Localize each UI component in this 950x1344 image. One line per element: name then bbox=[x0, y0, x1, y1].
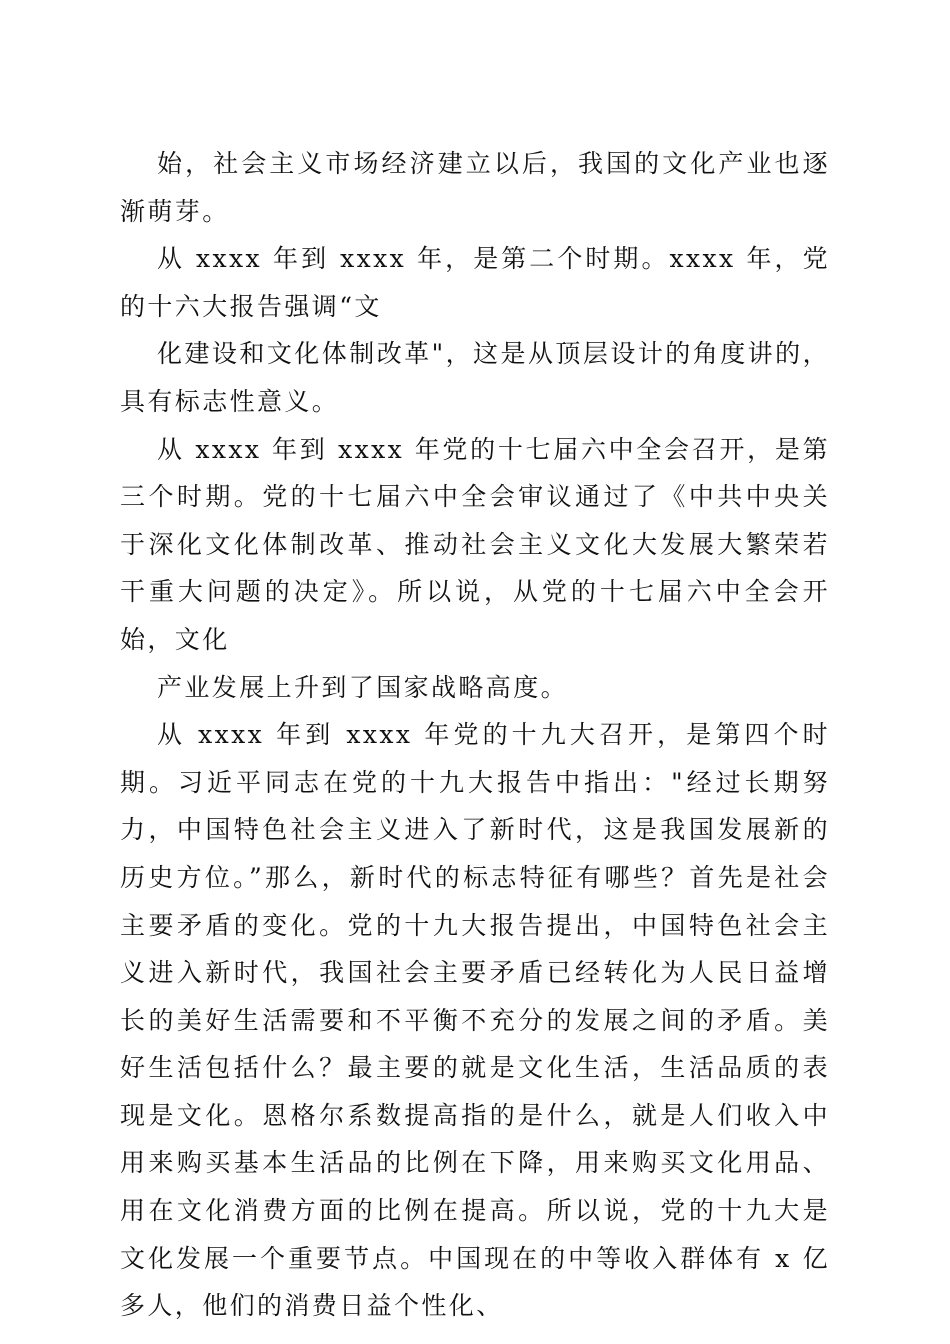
paragraph-6: 从 xxxx 年到 xxxx 年党的十九大召开，是第四个时期。习近平同志在党的十九大报告中指出："经过长期努力，中国特色社会主义进入了新时代，这是我国发展新的历史方位。”那么，新时代的标志特征有哪些？首先是社会主要矛盾的变化。党的十九大报告提出，中国特色社会主义进入新时代，我国社会主要矛盾已经转化为人民日益增长的美好生活需要和不平衡不充分的发展之间的矛盾。美好生活包括什么？最主要的就是文化生活，生活品质的表现是文化。恩格尔系数提高指的是什么，就是人们收入中用来购买基本生活品的比例在下降，用来购买文化用品、用在文化消费方面的比例在提高。所以说，党的十九大是文化发展一个重要节点。中国现在的中等收入群体有 x 亿多人，他们的消费日益个性化、 bbox=[120, 720, 830, 1321]
paragraph-4: 从 xxxx 年到 xxxx 年党的十七届六中全会召开，是第三个时期。党的十七届六中全会审议通过了《中共中央关于深化文化体制改革、推动社会主义文化大发展大繁荣若干重大问题的决定》。所以说，从党的十七届六中全会开始，文化 bbox=[120, 434, 830, 654]
paragraph-1: 始，社会主义市场经济建立以后，我国的文化产业也逐渐萌芽。 bbox=[120, 149, 830, 226]
document-body bbox=[120, 140, 830, 1330]
paragraph-2: 从 xxxx 年到 xxxx 年，是第二个时期。xxxx 年，党的十六大报告强调“文 bbox=[120, 244, 830, 321]
paragraph-3: 化建设和文化体制改革"，这是从顶层设计的角度讲的，具有标志性意义。 bbox=[120, 339, 830, 416]
paragraph-5: 产业发展上升到了国家战略高度。 bbox=[157, 672, 569, 702]
